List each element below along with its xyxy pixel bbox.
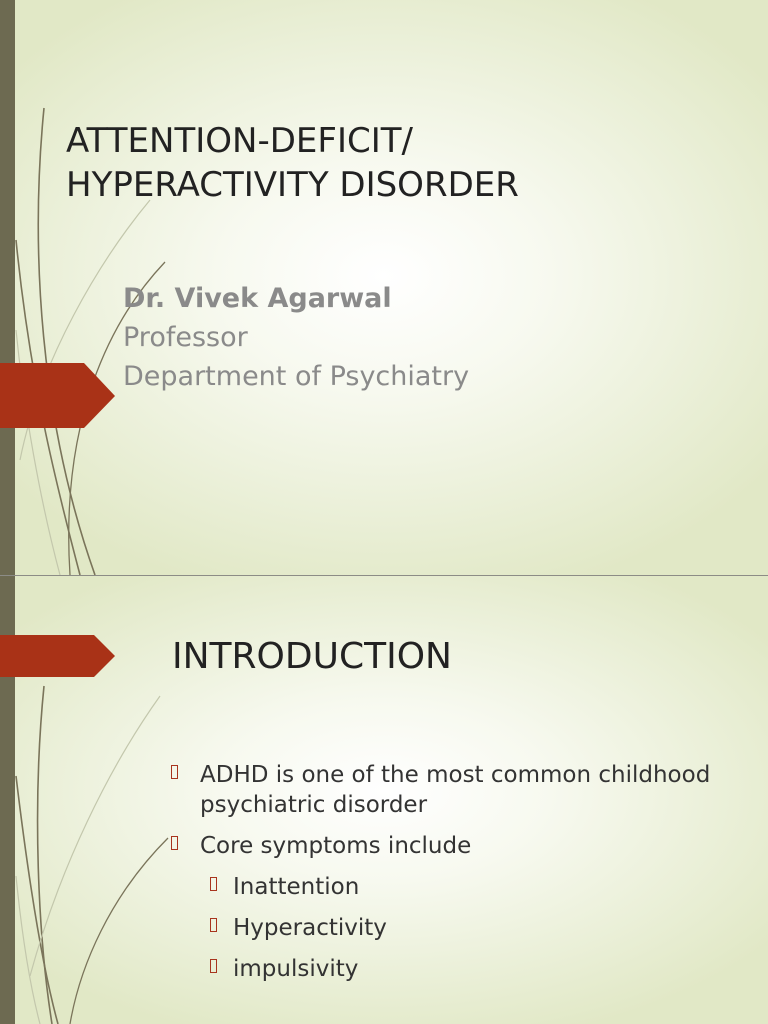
bullet-text: ADHD is one of the most common childhood psychiatric disorder — [200, 762, 711, 818]
slide-title-line-2: HYPERACTIVITY DISORDER — [66, 165, 519, 205]
author-block — [123, 279, 469, 396]
bullet-text: Core symptoms include — [200, 833, 472, 859]
open-square-bullet-icon — [171, 765, 178, 779]
bullet-text: Hyperactivity — [233, 915, 387, 941]
open-square-bullet-icon — [210, 918, 217, 932]
open-square-bullet-icon — [210, 877, 217, 891]
open-square-bullet-icon — [171, 836, 178, 850]
slide-title — [66, 119, 726, 207]
list-item — [170, 913, 730, 943]
author-department: Department of Psychiatry — [123, 361, 470, 392]
slide-title-line-1: ATTENTION-DEFICIT/ — [66, 121, 413, 161]
author-role: Professor — [123, 322, 248, 353]
bullet-text: impulsivity — [233, 956, 359, 982]
list-item — [170, 954, 730, 984]
red-pentagon-tab-icon — [0, 635, 116, 679]
left-accent-bar — [0, 0, 15, 575]
red-pentagon-tab-icon — [0, 363, 116, 429]
list-item — [170, 831, 730, 861]
bullet-list — [170, 760, 730, 995]
bullet-text: Inattention — [233, 874, 360, 900]
introduction-title: INTRODUCTION — [172, 636, 452, 677]
list-item — [170, 872, 730, 902]
list-item — [170, 760, 730, 820]
open-square-bullet-icon — [210, 959, 217, 973]
author-name: Dr. Vivek Agarwal — [123, 283, 392, 314]
